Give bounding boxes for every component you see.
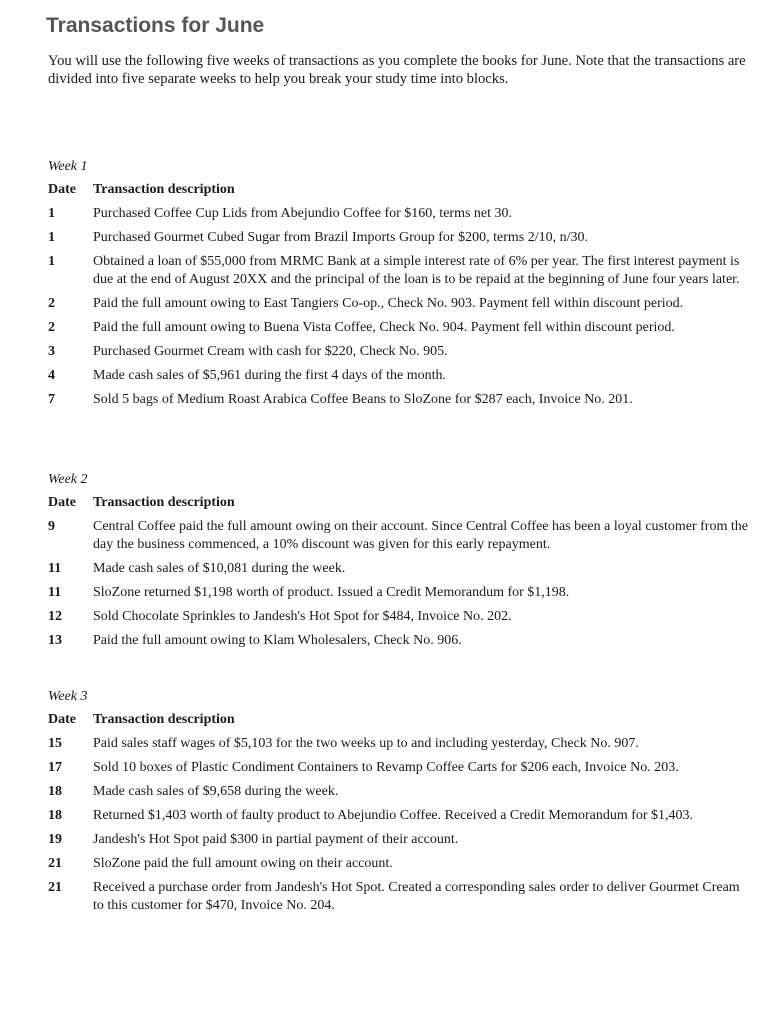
transaction-date: 15 bbox=[48, 736, 62, 751]
transaction-row bbox=[48, 367, 748, 385]
transaction-row bbox=[48, 831, 748, 849]
week-section bbox=[48, 158, 748, 415]
date-column-header: Date bbox=[48, 182, 76, 197]
transaction-row bbox=[48, 759, 748, 777]
transaction-row bbox=[48, 319, 748, 337]
transaction-date: 19 bbox=[48, 832, 62, 847]
transaction-description: Made cash sales of $5,961 during the first 4 days of the month. bbox=[93, 368, 447, 383]
transaction-description: Made cash sales of $9,658 during the week. bbox=[93, 784, 339, 799]
transaction-row bbox=[48, 855, 748, 873]
transaction-date: 13 bbox=[48, 633, 62, 648]
transaction-description: Sold 5 bags of Medium Roast Arabica Coffee Beans to SloZone for $287 each, Invoice No. 201. bbox=[93, 392, 633, 407]
transaction-description: SloZone paid the full amount owing on their account. bbox=[93, 856, 393, 871]
transaction-date: 18 bbox=[48, 808, 62, 823]
transaction-date: 11 bbox=[48, 561, 62, 576]
transaction-date: 1 bbox=[48, 206, 55, 221]
transaction-row bbox=[48, 295, 748, 313]
transaction-description: Made cash sales of $10,081 during the week. bbox=[93, 561, 346, 576]
transaction-date: 9 bbox=[48, 519, 55, 534]
transaction-row bbox=[48, 608, 748, 626]
transaction-row bbox=[48, 518, 748, 554]
transaction-description: Purchased Gourmet Cream with cash for $220, Check No. 905. bbox=[93, 344, 448, 359]
transaction-row bbox=[48, 735, 748, 753]
week-label: Week 2 bbox=[48, 472, 88, 487]
transaction-date: 17 bbox=[48, 760, 62, 775]
transaction-row bbox=[48, 391, 748, 409]
transaction-description: Central Coffee paid the full amount owing on their account. Since Central Coffee has been a loyal customer from the day the business commenced, a 10% discount was given for this early repayment. bbox=[93, 519, 748, 552]
transaction-row bbox=[48, 879, 748, 915]
transaction-date: 3 bbox=[48, 344, 55, 359]
transaction-description: Paid the full amount owing to East Tangiers Co-op., Check No. 903. Payment fell within discount period. bbox=[93, 296, 684, 311]
week-section bbox=[48, 471, 748, 656]
transaction-row bbox=[48, 807, 748, 825]
intro-paragraph: You will use the following five weeks of transactions as you complete the books for June. Note that the transactions are divided into five separate weeks to help you break your study time into blocks. bbox=[48, 53, 746, 87]
transaction-row bbox=[48, 343, 748, 361]
transaction-row bbox=[48, 584, 748, 602]
transaction-description: Received a purchase order from Jandesh's Hot Spot. Created a corresponding sales order to deliver Gourmet Cream to this customer for $470, Invoice No. 204. bbox=[93, 880, 740, 913]
transaction-date: 1 bbox=[48, 254, 55, 269]
transaction-date: 21 bbox=[48, 856, 62, 871]
transaction-row bbox=[48, 783, 748, 801]
transaction-description: Returned $1,403 worth of faulty product to Abejundio Coffee. Received a Credit Memorandum for $1,403. bbox=[93, 808, 694, 823]
transaction-date: 2 bbox=[48, 296, 55, 311]
transaction-description: Paid the full amount owing to Klam Wholesalers, Check No. 906. bbox=[93, 633, 462, 648]
table-header-row bbox=[48, 494, 748, 512]
transaction-row bbox=[48, 205, 748, 223]
transaction-row bbox=[48, 560, 748, 578]
transaction-date: 4 bbox=[48, 368, 55, 383]
transaction-date: 21 bbox=[48, 880, 62, 895]
transaction-row bbox=[48, 229, 748, 247]
transaction-date: 12 bbox=[48, 609, 62, 624]
date-column-header: Date bbox=[48, 712, 76, 727]
transaction-date: 2 bbox=[48, 320, 55, 335]
transaction-date: 7 bbox=[48, 392, 55, 407]
transaction-description: Purchased Gourmet Cubed Sugar from Brazil Imports Group for $200, terms 2/10, n/30. bbox=[93, 230, 588, 245]
description-column-header: Transaction description bbox=[93, 495, 235, 510]
table-header-row bbox=[48, 181, 748, 199]
description-column-header: Transaction description bbox=[93, 182, 235, 197]
transaction-description: Jandesh's Hot Spot paid $300 in partial payment of their account. bbox=[93, 832, 459, 847]
transaction-description: SloZone returned $1,198 worth of product. Issued a Credit Memorandum for $1,198. bbox=[93, 585, 570, 600]
transaction-description: Sold 10 boxes of Plastic Condiment Containers to Revamp Coffee Carts for $206 each, Invoice No. 203. bbox=[93, 760, 679, 775]
week-label: Week 3 bbox=[48, 689, 88, 704]
page-title: Transactions for June bbox=[46, 14, 265, 37]
week-section bbox=[48, 688, 748, 921]
transaction-row bbox=[48, 632, 748, 650]
transaction-date: 18 bbox=[48, 784, 62, 799]
transaction-description: Paid the full amount owing to Buena Vista Coffee, Check No. 904. Payment fell within discount period. bbox=[93, 320, 675, 335]
transaction-row bbox=[48, 253, 748, 289]
transaction-description: Paid sales staff wages of $5,103 for the two weeks up to and including yesterday, Check No. 907. bbox=[93, 736, 639, 751]
transaction-date: 11 bbox=[48, 585, 62, 600]
transaction-description: Purchased Coffee Cup Lids from Abejundio Coffee for $160, terms net 30. bbox=[93, 206, 513, 221]
transaction-description: Obtained a loan of $55,000 from MRMC Bank at a simple interest rate of 6% per year. The first interest payment is due at the end of August 20XX and the principal of the loan is to be repaid at the beginning of June four years later. bbox=[93, 254, 740, 287]
date-column-header: Date bbox=[48, 495, 76, 510]
table-header-row bbox=[48, 711, 748, 729]
transaction-date: 1 bbox=[48, 230, 55, 245]
transaction-description: Sold Chocolate Sprinkles to Jandesh's Hot Spot for $484, Invoice No. 202. bbox=[93, 609, 512, 624]
description-column-header: Transaction description bbox=[93, 712, 235, 727]
week-label: Week 1 bbox=[48, 159, 88, 174]
